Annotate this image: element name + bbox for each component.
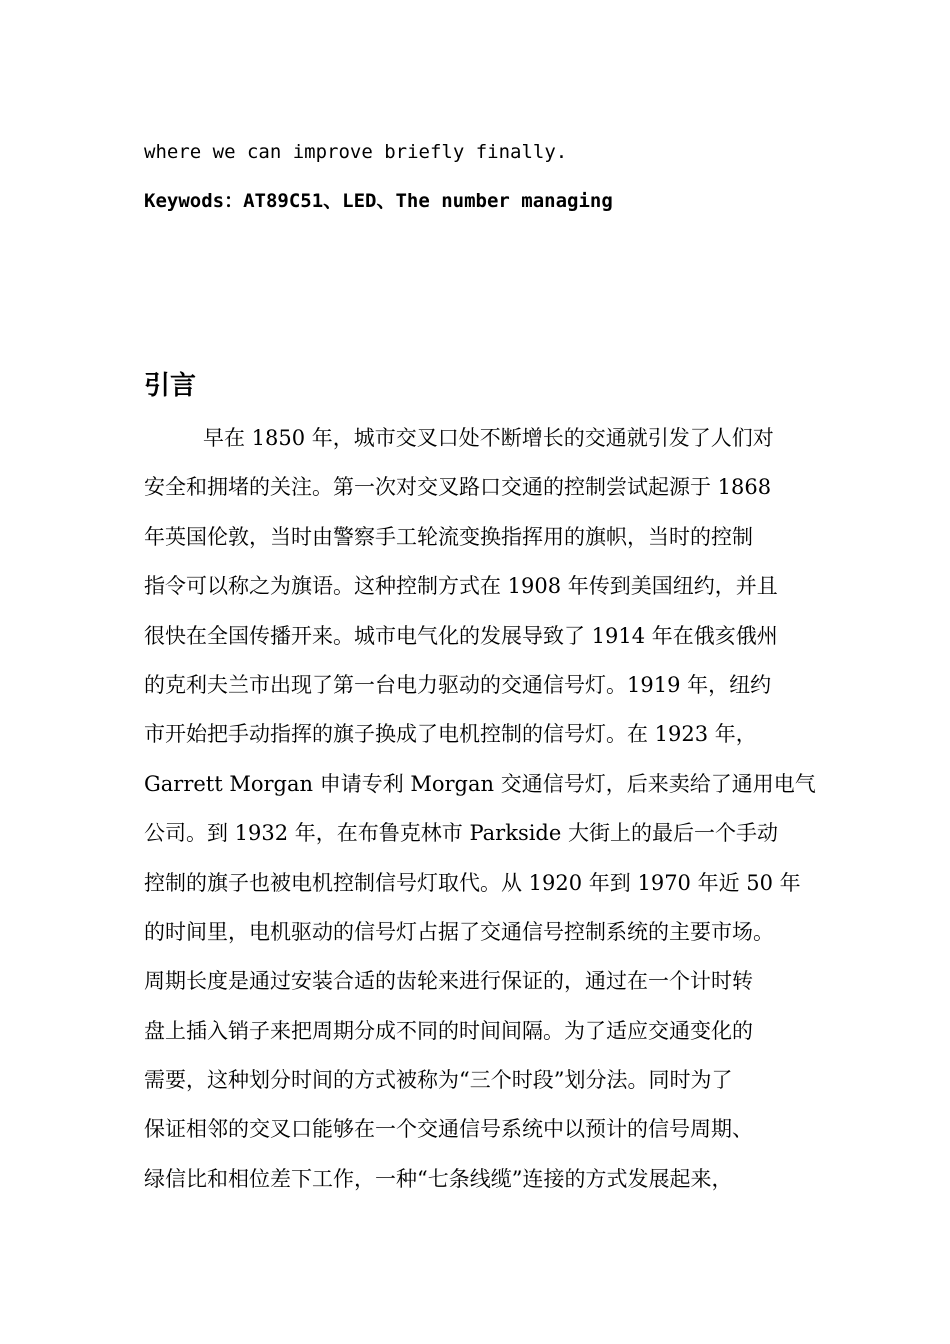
paragraph-line: Garrett Morgan 申请专利 Morgan 交通信号灯，后来卖给了通用电气 bbox=[144, 771, 816, 796]
paragraph-line: 保证相邻的交叉口能够在一个交通信号系统中以预计的信号周期、 bbox=[144, 1117, 753, 1142]
keywords-line: Keywods：AT89C51、LED、The number managing bbox=[144, 190, 613, 212]
paragraph-line: 年英国伦敦，当时由警察手工轮流变换指挥用的旗帜，当时的控制 bbox=[144, 524, 753, 549]
abstract-tail-text: where we can improve briefly finally. bbox=[144, 141, 568, 163]
paragraph-line: 公司。到 1932 年，在布鲁克林市 Parkside 大街上的最后一个手动 bbox=[144, 821, 778, 846]
paragraph-line: 需要，这种划分时间的方式被称为“三个时段”划分法。同时为了 bbox=[144, 1068, 733, 1093]
introduction-paragraph bbox=[144, 414, 816, 1204]
paragraph-line: 盘上插入销子来把周期分成不同的时间间隔。为了适应交通变化的 bbox=[144, 1018, 753, 1043]
paragraph-line: 很快在全国传播开来。城市电气化的发展导致了 1914 年在俄亥俄州 bbox=[144, 623, 778, 648]
paragraph-line: 指令可以称之为旗语。这种控制方式在 1908 年传到美国纽约，并且 bbox=[144, 574, 778, 599]
paragraph-line: 控制的旗子也被电机控制信号灯取代。从 1920 年到 1970 年近 50 年 bbox=[144, 870, 801, 895]
section-heading: 引言 bbox=[144, 371, 197, 401]
paragraph-line: 的时间里，电机驱动的信号灯占据了交通信号控制系统的主要市场。 bbox=[144, 919, 774, 944]
paragraph-line: 绿信比和相位差下工作，一种“七条线缆”连接的方式发展起来， bbox=[144, 1166, 733, 1191]
paragraph-line: 周期长度是通过安装合适的齿轮来进行保证的，通过在一个计时转 bbox=[144, 969, 753, 994]
paragraph-line: 早在 1850 年，城市交叉口处不断增长的交通就引发了人们对 bbox=[203, 426, 774, 450]
paragraph-line: 安全和拥堵的关注。第一次对交叉路口交通的控制尝试起源于 1868 bbox=[144, 475, 772, 500]
paragraph-line: 的克利夫兰市出现了第一台电力驱动的交通信号灯。1919 年，纽约 bbox=[144, 672, 772, 697]
paragraph-line: 市开始把手动指挥的旗子换成了电机控制的信号灯。在 1923 年， bbox=[144, 722, 757, 747]
